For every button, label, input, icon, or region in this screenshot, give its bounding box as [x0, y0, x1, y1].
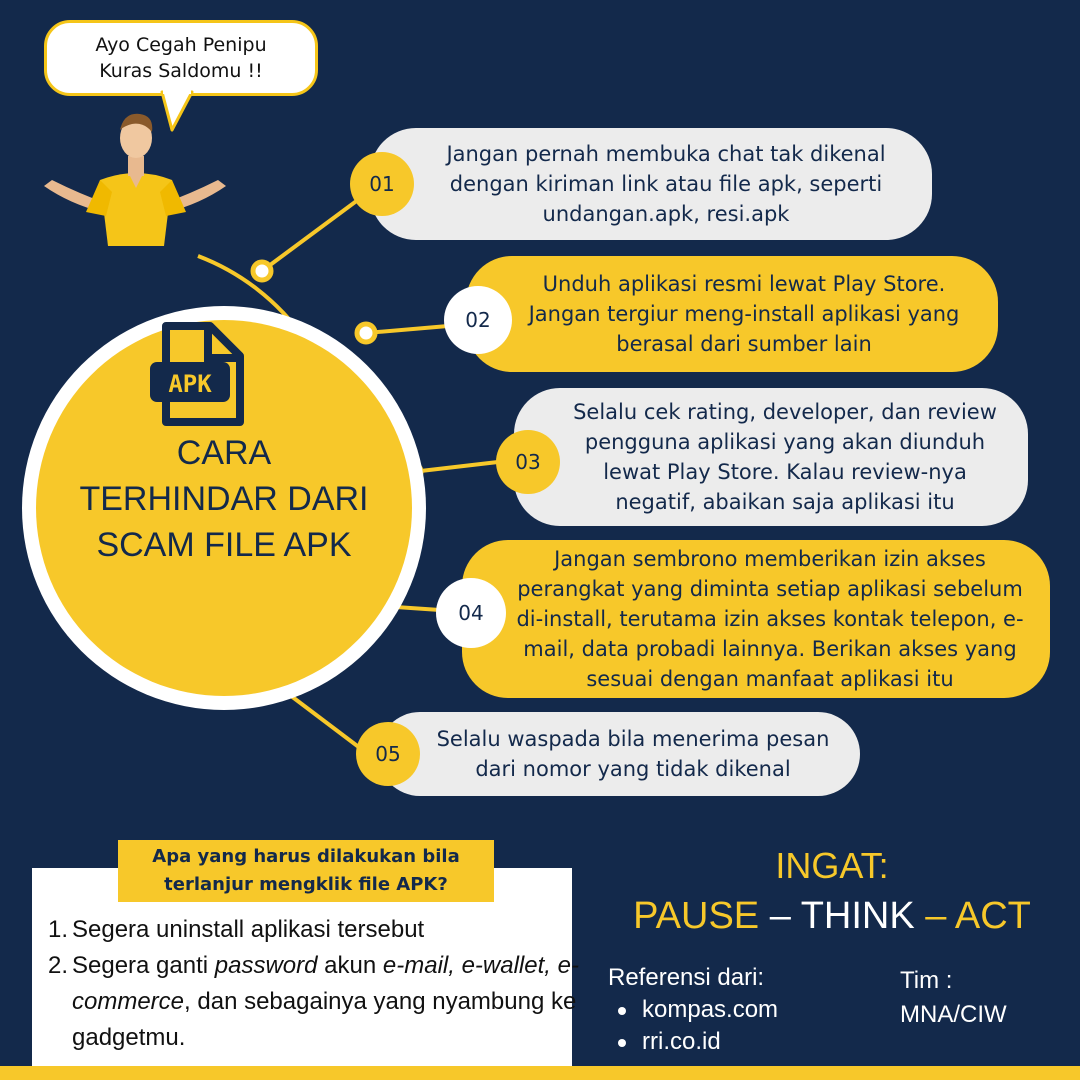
list-item: 2. Segera ganti password akun e-mail, e-wallet, e-commerce, dan sebagainya yang nyambung ke gadgetmu. — [48, 952, 579, 1051]
step-card-2 — [466, 256, 998, 372]
step-number-badge: 01 — [350, 152, 414, 216]
reminder-motto: PAUSE – THINK – ACT — [633, 895, 1031, 937]
step-card-1 — [370, 128, 932, 240]
references — [608, 962, 778, 1058]
speech-bubble — [44, 20, 318, 96]
connector-dot — [357, 324, 375, 342]
after-click-heading: Apa yang harus dilakukan bila terlanjur mengklik file APK? — [118, 840, 494, 902]
apk-badge-text: APK — [168, 370, 212, 398]
step-text: Unduh aplikasi resmi lewat Play Store. Jangan tergiur meng-install aplikasi yang berasal dari sumber lain — [528, 272, 960, 356]
list-item: 1. Segera uninstall aplikasi tersebut — [48, 916, 425, 943]
reminder — [600, 842, 1064, 942]
bottom-accent-bar — [0, 1066, 1080, 1080]
step-card-4 — [462, 540, 1050, 698]
speech-bubble-text: Ayo Cegah Penipu Kuras Saldomu !! — [95, 34, 267, 82]
step-text: Selalu waspada bila menerima pesan dari nomor yang tidak dikenal — [436, 727, 830, 781]
reference-item: rri.co.id — [642, 1026, 778, 1058]
reference-item: kompas.com — [642, 994, 778, 1026]
apk-file-icon — [148, 322, 244, 426]
references-label: Referensi dari: — [608, 964, 765, 991]
step-card-5 — [378, 712, 860, 796]
step-text: Jangan sembrono memberikan izin akses perangkat yang diminta setiap aplikasi sebelum di-install, terutama izin akses kontak telepon, e-mail, data probadi lainnya. Berikan akses yang sesuai dengan manfaat aplikasi itu — [516, 547, 1024, 691]
connector-dot — [253, 262, 271, 280]
step-number-badge: 03 — [496, 430, 560, 494]
page-title: CARA TERHINDAR DARI SCAM FILE APK — [79, 434, 369, 564]
step-number-badge: 02 — [444, 286, 512, 354]
step-card-3 — [514, 388, 1028, 526]
team-label: Tim : — [900, 967, 953, 994]
confused-man-illustration — [40, 108, 230, 248]
team — [900, 964, 1007, 1032]
step-number-badge: 04 — [436, 578, 506, 648]
step-text: Selalu cek rating, developer, dan review pengguna aplikasi yang akan diunduh lewat Play Store. Kalau review-nya negatif, abaikan saja aplikasi itu — [573, 400, 997, 514]
reminder-label: INGAT: — [775, 845, 889, 886]
step-number-badge: 05 — [356, 722, 420, 786]
step-text: Jangan pernah membuka chat tak dikenal dengan kiriman link atau file apk, seperti undangan.apk, resi.apk — [446, 142, 886, 226]
after-click-list — [48, 912, 608, 1056]
team-value: MNA/CIW — [900, 1001, 1007, 1028]
